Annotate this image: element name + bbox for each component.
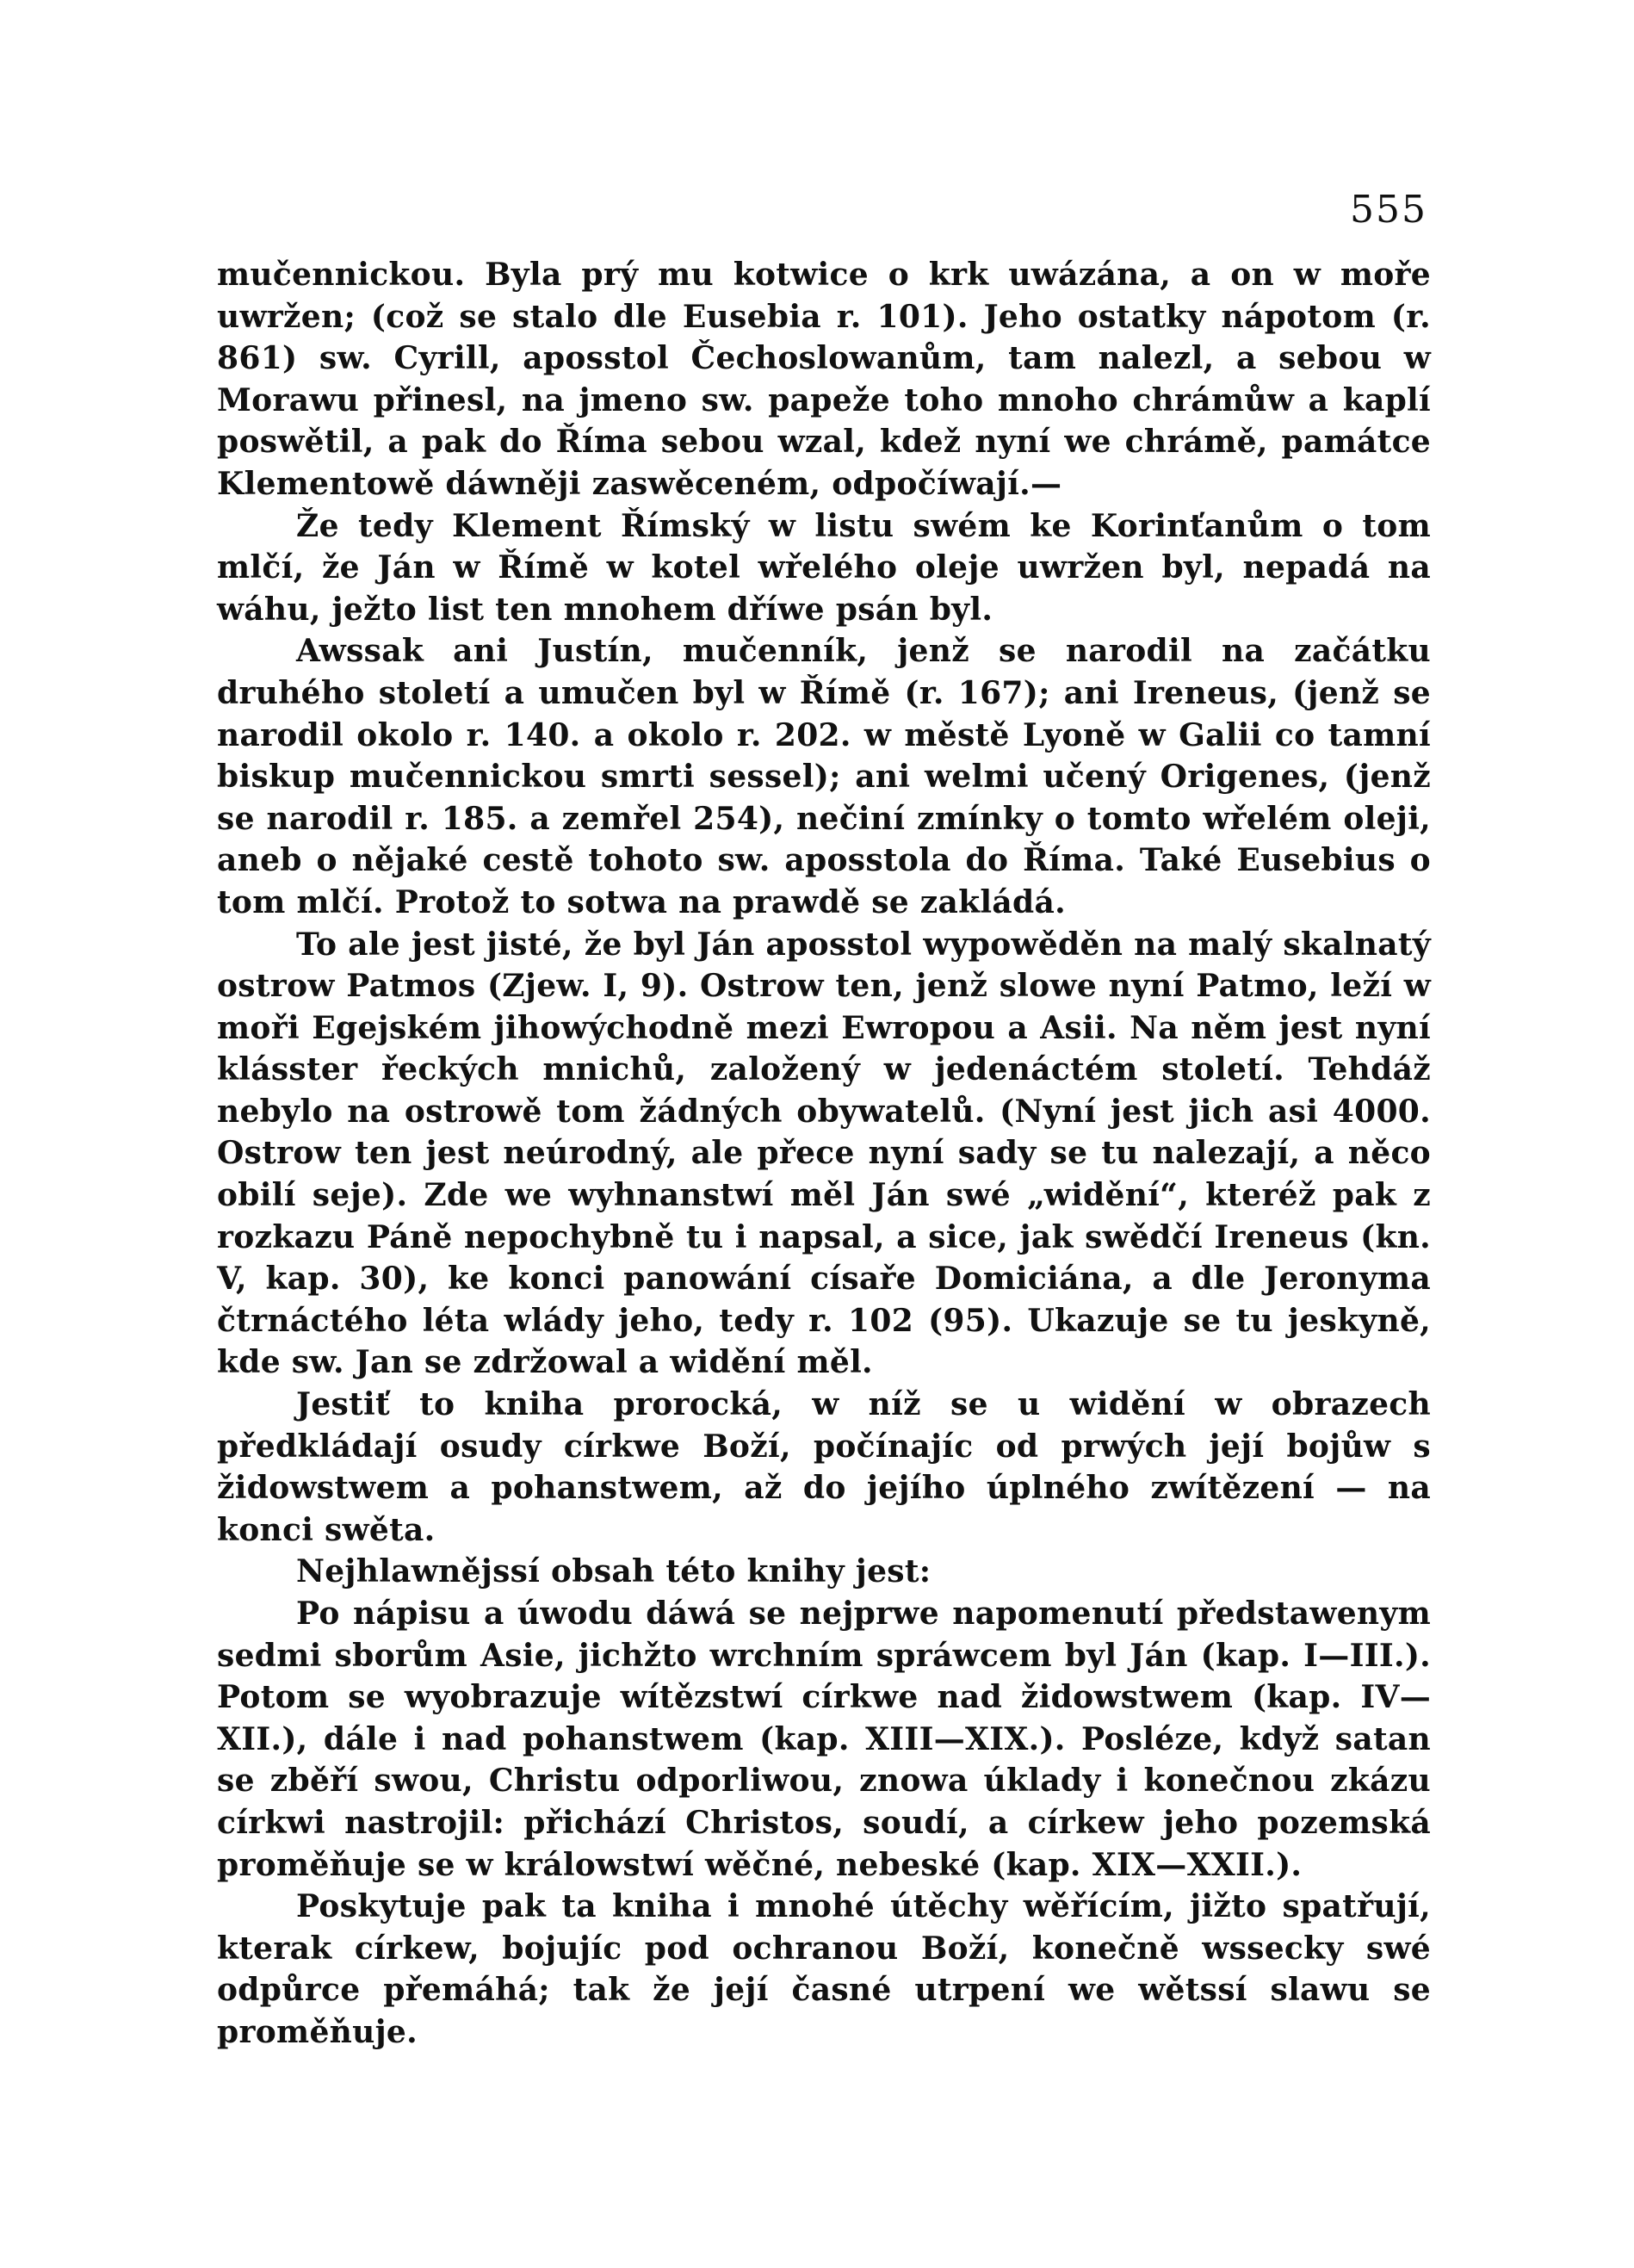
paragraph: Že tedy Klement Římský w listu swém ke Korinťanům o tom mlčí, že Ján w Římě w kotel wřelého oleje uwržen byl, nepadá na wáhu, ježto list ten mnohem dříwe psán byl. (217, 507, 1431, 628)
paragraph: Poskytuje pak ta kniha i mnohé útěchy wěřícím, jižto spatřují, kterak církew, bojujíc pod ochranou Boží, konečně wssecky swé odpůrce přemáhá; tak že její časné utrpení we wětssí slawu se proměňuje. (217, 1888, 1431, 2050)
paragraph: To ale jest jisté, že byl Ján aposstol wypowěděn na malý skalnatý ostrow Patmos (Zjew. I, 9). Ostrow ten, jenž slowe nyní Patmo, leží w moři Egejském jihowýchodně mezi Ewropou a Asii. Na něm jest nyní klásster řeckých mnichů, založený w jedenáctém století. Tehdáž nebylo na ostrowě tom žádných obywatelů. (Nyní jest jich asi 4000. Ostrow ten jest neúrodný, ale přece nyní sady se tu nalezají, a něco obilí seje). Zde we wyhnanstwí měl Ján swé „widění“, kteréž pak z rozkazu Páně nepochybně tu i napsal, a sice, jak swědčí Ireneus (kn. V, kap. 30), ke konci panowání císaře Domiciána, a dle Jeronyma čtrnáctého léta wlády jeho, tedy r. 102 (95). Ukazuje se tu jeskyně, kde sw. Jan se zdržowal a widění měl. (217, 926, 1431, 1381)
page-number: 555 (1350, 188, 1427, 232)
paragraph-continuation: mučennickou. Byla prý mu kotwice o krk uwázána, a on w moře uwržen; (což se stalo dle Eusebia r. 101). Jeho ostatky nápotom (r. 861) sw. Cyrill, aposstol Čechoslowanům, tam nalezl, a sebou w Morawu přinesl, na jmeno sw. papeže toho mnoho chrámůw a kaplí poswětil, a pak do Říma sebou wzal, kdež nyní we chrámě, památce Klementowě dáwněji zaswěceném, odpočíwají.— (217, 257, 1431, 502)
section-heading: Nejhlawnějssí obsah této knihy jest: (296, 1553, 932, 1590)
paragraph: Po nápisu a úwodu dáwá se nejprwe napomenutí předstawenym sedmi sborům Asie, jichžto wrchním spráwcem byl Ján (kap. I—III.). Potom se wyobrazuje wítězstwí církwe nad židowstwem (kap. IV—XII.), dále i nad pohanstwem (kap. XIII—XIX.). Posléze, když satan se zběří swou, Christu odporliwou, znowa úklady i konečnou zkázu církwi nastrojil: přichází Christos, soudí, a církew jeho pozemská proměňuje se w králowstwí wěčné, nebeské (kap. XIX—XXII.). (217, 1596, 1431, 1883)
paragraph: Awssak ani Justín, mučenník, jenž se narodil na začátku druhého století a umučen byl w Římě (r. 167); ani Ireneus, (jenž se narodil okolo r. 140. a okolo r. 202. w městě Lyoně w Galii co tamní biskup mučennickou smrti sessel); ani welmi učený Origenes, (jenž se narodil r. 185. a zemřel 254), nečiní zmínky o tomto wřelém oleji, aneb o nějaké cestě tohoto sw. aposstola do Říma. Také Eusebius o tom mlčí. Protož to sotwa na prawdě se zakládá. (217, 633, 1431, 920)
paragraph: Jestiť to kniha prorocká, w níž se u widění w obrazech předkládají osudy církwe Boží, počínajíc od prwých její bojůw s židowstwem a pohanstwem, až do jejího úplného zwítězení — na konci swěta. (217, 1386, 1431, 1548)
body-text (217, 254, 1431, 2054)
